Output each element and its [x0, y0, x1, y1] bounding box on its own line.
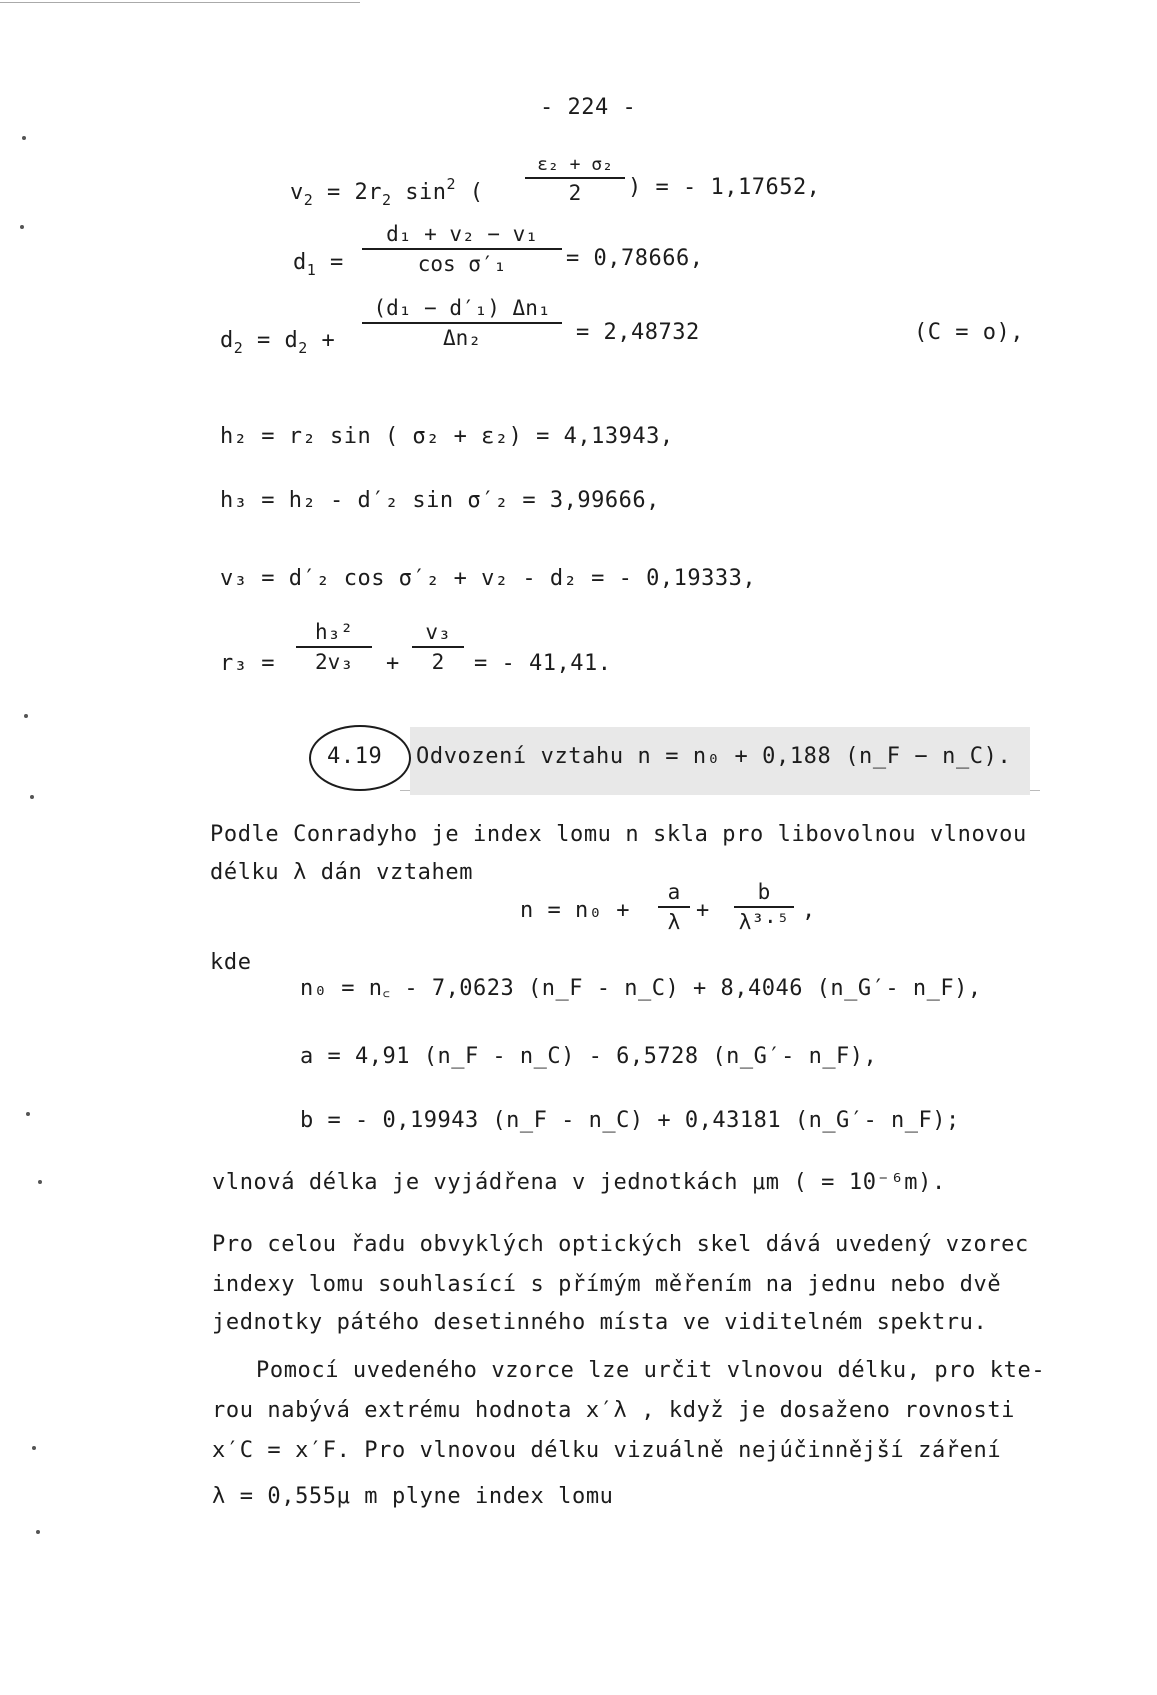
fraction-r3-second: v₃ 2: [412, 620, 464, 674]
margin-mark: [20, 225, 24, 229]
conrady-fraction-a: a λ: [658, 880, 690, 934]
margin-mark: [32, 1446, 36, 1450]
fraction-v2: ε₂ + σ₂ 2: [525, 154, 625, 205]
margin-mark: [22, 136, 26, 140]
margin-mark: [38, 1180, 42, 1184]
equation-h2: h₂ = r₂ sin ( σ₂ + ε₂) = 4,13943,: [220, 424, 674, 449]
page-number: - 224 -: [540, 95, 637, 120]
paragraph-line: délku λ dán vztahem: [210, 860, 474, 885]
coefficient-n0: n₀ = n꜀ - 7,0623 (n_F - n_C) + 8,4046 (n_G′- n_F),: [300, 976, 982, 1001]
fraction-r3-first: h₃² 2v₃: [296, 620, 372, 674]
paragraph-line: λ = 0,555μ m plyne index lomu: [212, 1484, 614, 1509]
paragraph-line: indexy lomu souhlasící s přímým měřením na jednu nebo dvě: [212, 1272, 1002, 1297]
fraction-d1-prime: d₁ + v₂ − v₁ cos σ′₁: [362, 222, 562, 276]
coefficient-a: a = 4,91 (n_F - n_C) - 6,5728 (n_G′- n_F),: [300, 1044, 878, 1069]
equation-r3-result: = - 41,41.: [474, 651, 612, 676]
paragraph-line: Pomocí uvedeného vzorce lze určit vlnovou délku, pro kte-: [256, 1358, 1046, 1383]
top-edge-line: [0, 2, 360, 3]
margin-mark: [24, 714, 28, 718]
equation-h3: h₃ = h₂ - d′₂ sin σ′₂ = 3,99666,: [220, 488, 660, 513]
coefficient-b: b = - 0,19943 (n_F - n_C) + 0,43181 (n_G′- n_F);: [300, 1108, 960, 1133]
section-number: 4.19: [327, 744, 383, 769]
units-line: vlnová délka je vyjádřena v jednotkách μm ( = 10⁻⁶m).: [212, 1170, 946, 1195]
conrady-fraction-b: b λ³·⁵: [734, 880, 794, 934]
paragraph-line: jednotky pátého desetinného místa ve viditelném spektru.: [212, 1310, 988, 1335]
paragraph-line: Pro celou řadu obvyklých optických skel dává uvedený vzorec: [212, 1232, 1029, 1257]
margin-mark: [30, 795, 34, 799]
fraction-d2-prime: (d₁ − d′₁) Δn₁ Δn₂: [362, 296, 562, 350]
equation-r3-plus: +: [386, 651, 400, 676]
paragraph-line: x′C = x′F. Pro vlnovou délku vizuálně nejúčinnější záření: [212, 1438, 1002, 1463]
paragraph-line: Podle Conradyho je index lomu n skla pro libovolnou vlnovou: [210, 822, 1027, 847]
equation-d2-prime: $d_2 = d_2$ +: [220, 328, 336, 357]
margin-mark: [36, 1530, 40, 1534]
conrady-lhs: n = n₀ +: [520, 898, 630, 923]
margin-mark: [26, 1112, 30, 1116]
equation-v2-result: ) = - 1,17652,: [628, 175, 821, 200]
paragraph-line: rou nabývá extrému hodnota x′λ , když je dosaženo rovnosti: [212, 1398, 1016, 1423]
equation-r3-lhs: r₃ =: [220, 651, 275, 676]
conrady-plus: +: [696, 898, 710, 923]
equation-v3: v₃ = d′₂ cos σ′₂ + v₂ - d₂ = - 0,19333,: [220, 566, 757, 591]
conrady-comma: ,: [802, 898, 816, 923]
equation-d1-result: = 0,78666,: [566, 246, 704, 271]
section-title: Odvození vztahu n = n₀ + 0,188 (n_F − n_C).: [416, 744, 1012, 769]
equation-d2-result: = 2,48732: [576, 320, 700, 345]
equation-v2: $v_2 = 2r_2$ $\sin^2$ (: [290, 175, 484, 209]
equation-d2-condition: (C = o),: [914, 320, 1024, 345]
equation-d1-prime: $d_1$ =: [293, 250, 344, 279]
kde-label: kde: [210, 950, 252, 975]
eq-lhs: v: [290, 180, 304, 205]
